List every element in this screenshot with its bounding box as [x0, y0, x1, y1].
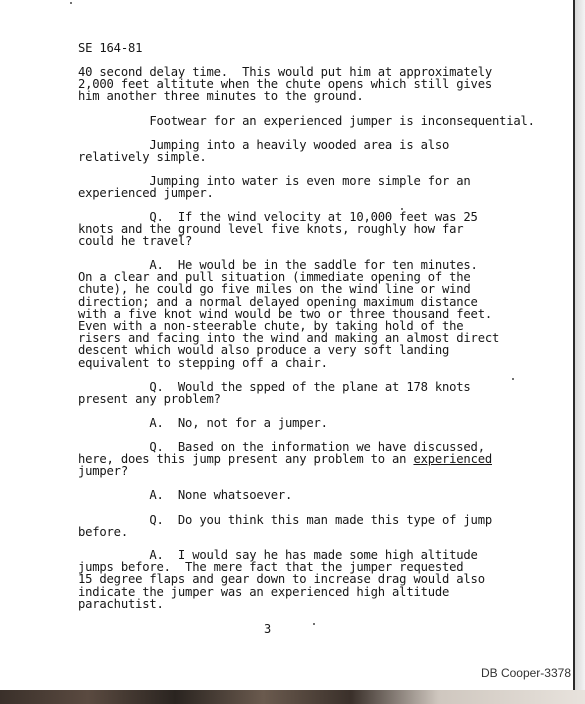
file-reference: SE 164-81 [78, 41, 143, 55]
paragraph-footwear: Footwear for an experienced jumper is inconsequential. [78, 114, 535, 128]
scan-speck [401, 208, 403, 210]
answer-high-altitude: A. I would say he has made some high altitude jumps before. The mere fact that the jumper requested 15 degree flaps and gear down to increase drag would also indicate the jumper was an experienced high altitude parachutist. [78, 548, 485, 611]
underlined-word: experienced [413, 452, 492, 466]
question-experienced-text: here, does this jump present any problem to an [78, 452, 414, 466]
answer-no-problem: A. No, not for a jumper. [78, 416, 328, 430]
scan-speck [313, 623, 315, 625]
scan-speck [70, 2, 72, 4]
scan-speck [512, 378, 514, 380]
question-experienced-line-1: Q. Based on the information we have discussed, [78, 440, 485, 454]
paragraph-wooded-area: Jumping into a heavily wooded area is also relatively simple. [78, 138, 450, 165]
paragraph-water: Jumping into water is even more simple for an experienced jumper. [78, 174, 471, 201]
page-number: 3 [264, 622, 272, 636]
watermark-label: DB Cooper-3378 [480, 666, 571, 680]
question-wind-velocity: Q. If the wind velocity at 10,000 feet was 25 knots and the ground level five knots, roughly how far could he travel? [78, 210, 478, 249]
question-experienced-line-3: jumper? [78, 464, 128, 478]
question-plane-speed: Q. Would the spped of the plane at 178 knots present any problem? [78, 380, 471, 407]
scan-edge-right [575, 0, 585, 704]
paragraph-delay-time: 40 second delay time. This would put him at approximately 2,000 feet altitute when the chute opens which still gives him another three minutes to the ground. [78, 65, 492, 104]
answer-saddle: A. He would be in the saddle for ten minutes. On a clear and pull situation (immediate opening of the chute), he could go five miles on the wind line or wind direction; and a normal delayed opening maximum distance with a five knot wind would be two or three thousand feet. Even with a non-steerable chute, by taking hold of the risers and facing into the wind and making an almost direct descent which would also produce a very soft landing equivalent to stepping off a chair. [78, 258, 500, 370]
scan-edge-bottom [0, 690, 585, 704]
question-experienced-line-2 [78, 453, 492, 465]
question-made-jump-before: Q. Do you think this man made this type of jump before. [78, 513, 492, 540]
answer-none-whatsoever: A. None whatsoever. [78, 488, 293, 502]
